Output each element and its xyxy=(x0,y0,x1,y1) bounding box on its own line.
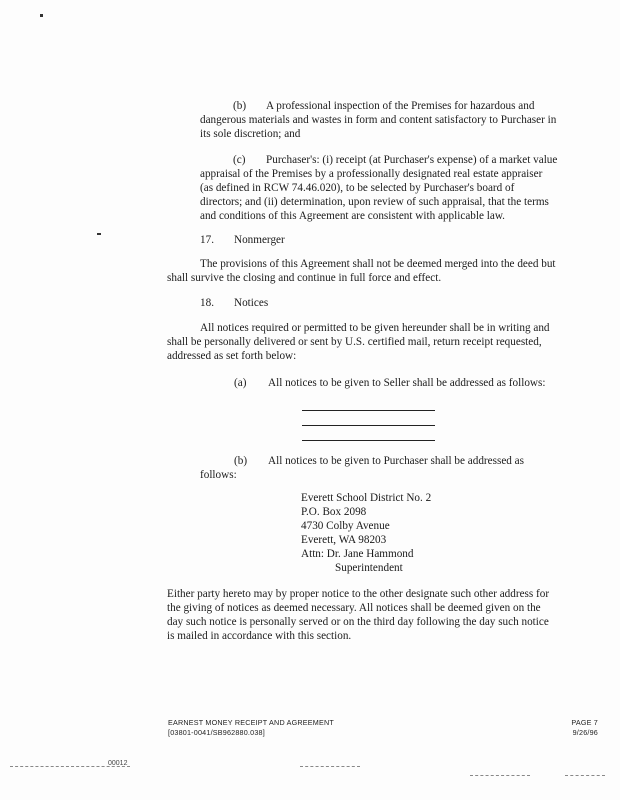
address-line: 4730 Colby Avenue xyxy=(301,520,390,532)
scan-edge-line xyxy=(300,766,360,767)
text-line: All notices to be given to Seller shall be addressed as follows: xyxy=(268,377,546,389)
seller-address-blank-line xyxy=(302,425,435,426)
section-number: 17. xyxy=(200,234,214,246)
text-line: its sole discretion; and xyxy=(200,128,301,140)
text-line: (as defined in RCW 74.46.020), to be selected by Purchaser's board of xyxy=(200,182,515,194)
text-line: and conditions of this Agreement are consistent with applicable law. xyxy=(200,210,505,222)
scan-mark xyxy=(97,233,101,235)
text-line: All notices required or permitted to be given hereunder shall be in writing and xyxy=(200,322,550,334)
footer-left xyxy=(168,718,334,738)
text-line: directors; and (ii) determination, upon review of such appraisal, that the terms xyxy=(200,196,549,208)
section-17-body xyxy=(167,257,556,285)
text-line: is mailed in accordance with this section. xyxy=(167,630,352,642)
scan-mark xyxy=(40,14,43,17)
text-line: The provisions of this Agreement shall not be deemed merged into the deed but xyxy=(200,258,556,270)
seller-address-blank-line xyxy=(302,410,435,411)
footer-right xyxy=(540,718,598,738)
text-line: dangerous materials and wastes in form and content satisfactory to Purchaser in xyxy=(200,114,557,126)
address-line: P.O. Box 2098 xyxy=(301,506,367,518)
footer-document-id: [03801-0041/SB962880.038] xyxy=(168,728,265,737)
section-title: Nonmerger xyxy=(234,234,285,246)
item-label: (b) xyxy=(233,100,247,112)
scan-edge-line xyxy=(565,775,605,776)
paragraph-c xyxy=(200,153,557,223)
section-number: 18. xyxy=(200,297,214,309)
text-line: All notices to be given to Purchaser shall be addressed as xyxy=(268,455,525,467)
item-label: (b) xyxy=(234,455,248,467)
footer-date: 9/26/96 xyxy=(572,728,598,737)
item-label: (c) xyxy=(233,154,246,166)
section-18-body xyxy=(167,321,550,363)
closing-paragraph xyxy=(167,587,549,643)
purchaser-address xyxy=(301,491,431,575)
section-title: Notices xyxy=(234,297,269,309)
text-line: shall be personally delivered or sent by U.S. certified mail, return receipt requested, xyxy=(167,336,542,348)
text-line: day such notice is personally served or on the third day following the day such notice xyxy=(167,616,549,628)
paragraph-b xyxy=(200,99,556,141)
seller-address-blank-line xyxy=(302,440,435,441)
notice-a xyxy=(234,376,545,390)
text-line: addressed as set forth below: xyxy=(167,350,297,362)
text-line: Either party hereto may by proper notice to the other designate such other address for xyxy=(167,588,550,600)
address-line: Everett School District No. 2 xyxy=(301,492,432,504)
address-line: Attn: Dr. Jane Hammond xyxy=(301,548,414,560)
item-label: (a) xyxy=(234,377,247,389)
section-17-heading xyxy=(200,233,285,247)
section-18-heading xyxy=(200,296,268,310)
address-line: Superintendent xyxy=(335,562,403,574)
footer-document-title: EARNEST MONEY RECEIPT AND AGREEMENT xyxy=(168,718,334,727)
text-line: follows: xyxy=(200,469,237,481)
footer-page-number: PAGE 7 xyxy=(571,718,598,727)
address-line: Everett, WA 98203 xyxy=(301,534,387,546)
notice-b xyxy=(200,454,524,482)
text-line: A professional inspection of the Premises for hazardous and xyxy=(266,100,535,112)
text-line: appraisal of the Premises by a professionally designated real estate appraiser xyxy=(200,168,543,180)
text-line: Purchaser's: (i) receipt (at Purchaser's expense) of a market value xyxy=(266,154,558,166)
scan-edge-line xyxy=(470,775,530,776)
text-line: the giving of notices as deemed necessary. All notices shall be deemed given on the xyxy=(167,602,541,614)
text-line: shall survive the closing and continue in full force and effect. xyxy=(167,272,442,284)
bates-stamp: 00012 xyxy=(108,760,128,767)
